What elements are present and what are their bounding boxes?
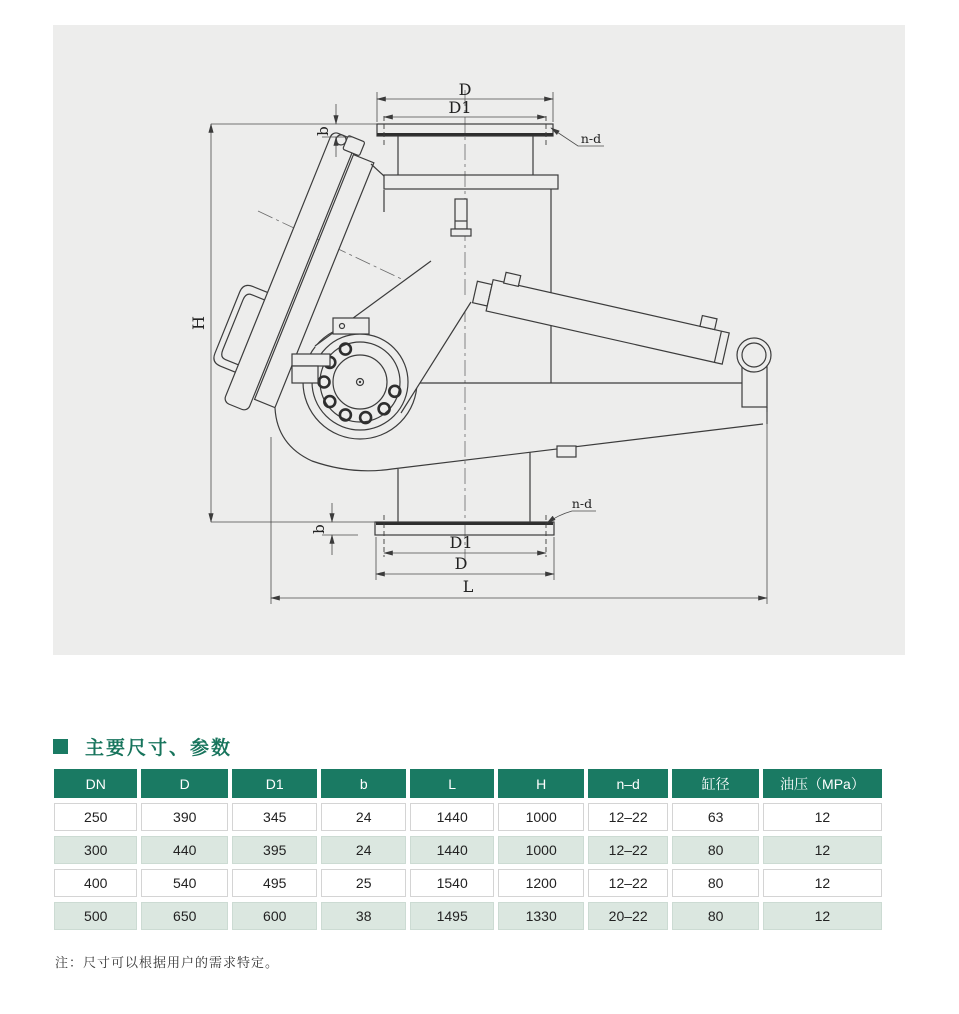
label-D-top: D [458, 80, 472, 99]
cell: 500 [54, 902, 137, 930]
cell: 1540 [410, 869, 494, 897]
label-D-bottom: D [454, 554, 468, 573]
col-header: D [141, 769, 228, 798]
cell: 80 [672, 869, 759, 897]
table-row [54, 902, 882, 930]
cell: 12 [763, 902, 882, 930]
spec-table [50, 764, 886, 935]
cell: 12–22 [588, 836, 668, 864]
cell: 12 [763, 869, 882, 897]
cell: 345 [232, 803, 318, 831]
section-title [53, 733, 232, 760]
gusset [557, 446, 576, 457]
cell: 12–22 [588, 869, 668, 897]
cell: 20–22 [588, 902, 668, 930]
leader-nd-bottom [547, 511, 596, 523]
cell: 12 [763, 803, 882, 831]
cell: 250 [54, 803, 137, 831]
label-D1-bottom: D1 [449, 533, 473, 552]
label-nd-bottom: n-d [571, 496, 593, 511]
cell: 440 [141, 836, 228, 864]
cell: 1200 [498, 869, 584, 897]
square-bullet-icon [53, 739, 68, 754]
col-header: D1 [232, 769, 318, 798]
table-row [54, 869, 882, 897]
label-nd-top: n-d [580, 131, 602, 146]
cell: 300 [54, 836, 137, 864]
label-b-bottom: b [310, 524, 328, 534]
cell: 38 [321, 902, 405, 930]
cell: 24 [321, 836, 405, 864]
cell: 1000 [498, 836, 584, 864]
hub [312, 334, 408, 430]
label-H: H [189, 316, 208, 330]
cell: 400 [54, 869, 137, 897]
cell: 25 [321, 869, 405, 897]
col-header: b [321, 769, 405, 798]
cell: 395 [232, 836, 318, 864]
cell: 12 [763, 836, 882, 864]
cell: 24 [321, 803, 405, 831]
cell: 1330 [498, 902, 584, 930]
section-title-text: 主要尺寸、参数 [85, 738, 233, 759]
footnote: 注：尺寸可以根据用户的需求特定。 [55, 955, 280, 970]
table-row [54, 803, 882, 831]
cell: 1440 [410, 836, 494, 864]
branch-wall [371, 164, 384, 176]
cell: 390 [141, 803, 228, 831]
cell: 12–22 [588, 803, 668, 831]
cell: 1495 [410, 902, 494, 930]
cell: 1440 [410, 803, 494, 831]
valve-drawing [53, 25, 905, 655]
cell: 63 [672, 803, 759, 831]
col-header: DN [54, 769, 137, 798]
cell: 80 [672, 836, 759, 864]
cell: 600 [232, 902, 318, 930]
table-row [54, 836, 882, 864]
label-b-top: b [314, 126, 332, 136]
col-header: 缸径 [672, 769, 759, 798]
valve-drawing-panel [53, 25, 905, 655]
cell: 650 [141, 902, 228, 930]
col-header: n–d [588, 769, 668, 798]
cell: 80 [672, 902, 759, 930]
hydraulic-cylinder [471, 266, 731, 364]
col-header: L [410, 769, 494, 798]
table-header-row [54, 769, 882, 798]
label-D1-top: D1 [448, 98, 472, 117]
col-header: 油压（MPa） [763, 769, 882, 798]
cell: 495 [232, 869, 318, 897]
center-boss [451, 199, 471, 236]
cell: 540 [141, 869, 228, 897]
cell: 1000 [498, 803, 584, 831]
col-header: H [498, 769, 584, 798]
label-L: L [462, 577, 474, 596]
